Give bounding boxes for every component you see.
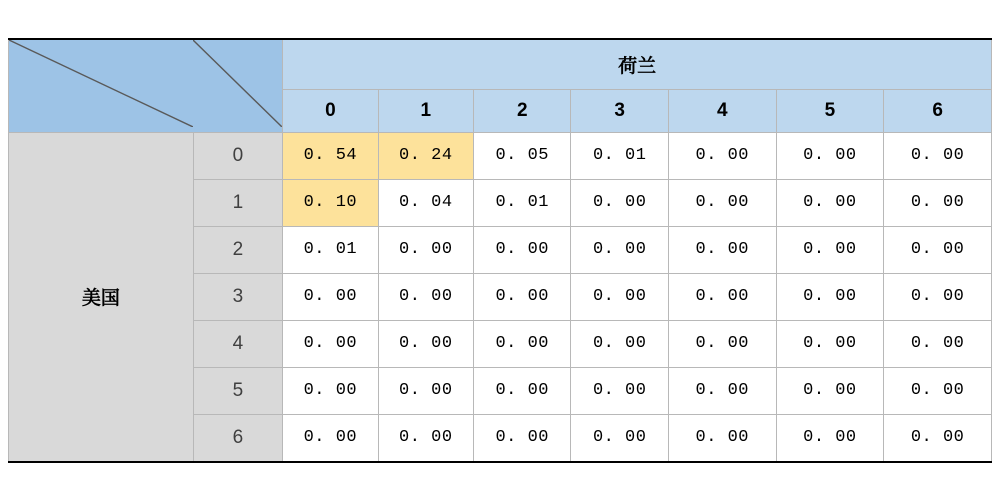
cell-r5-c0: 0. 00 bbox=[283, 367, 378, 414]
column-header-3: 3 bbox=[571, 89, 668, 132]
cell-r3-c4: 0. 00 bbox=[668, 273, 776, 320]
cell-r5-c6: 0. 00 bbox=[884, 367, 992, 414]
cell-r0-c5: 0. 00 bbox=[776, 132, 884, 179]
cell-r4-c2: 0. 00 bbox=[474, 320, 571, 367]
cell-r3-c1: 0. 00 bbox=[378, 273, 473, 320]
row-header-0: 0 bbox=[193, 132, 282, 179]
cell-r5-c3: 0. 00 bbox=[571, 367, 668, 414]
cell-r5-c1: 0. 00 bbox=[378, 367, 473, 414]
cell-r0-c3: 0. 01 bbox=[571, 132, 668, 179]
cell-r5-c5: 0. 00 bbox=[776, 367, 884, 414]
column-header-2: 2 bbox=[474, 89, 571, 132]
cell-r4-c0: 0. 00 bbox=[283, 320, 378, 367]
cell-r2-c0: 0. 01 bbox=[283, 226, 378, 273]
row-header-4: 4 bbox=[193, 320, 282, 367]
cell-r6-c4: 0. 00 bbox=[668, 414, 776, 462]
cell-r0-c6: 0. 00 bbox=[884, 132, 992, 179]
cell-r4-c5: 0. 00 bbox=[776, 320, 884, 367]
table-row bbox=[9, 132, 992, 179]
column-header-5: 5 bbox=[776, 89, 884, 132]
row-header-5: 5 bbox=[193, 367, 282, 414]
cell-r6-c2: 0. 00 bbox=[474, 414, 571, 462]
row-header-6: 6 bbox=[193, 414, 282, 462]
cell-r1-c6: 0. 00 bbox=[884, 179, 992, 226]
table-header-row-group bbox=[9, 39, 992, 89]
row-group-label: 美国 bbox=[9, 132, 194, 462]
cell-r6-c6: 0. 00 bbox=[884, 414, 992, 462]
corner-diagonal-cell bbox=[9, 39, 194, 132]
column-header-6: 6 bbox=[884, 89, 992, 132]
cell-r2-c5: 0. 00 bbox=[776, 226, 884, 273]
cell-r1-c0: 0. 10 bbox=[283, 179, 378, 226]
cell-r4-c4: 0. 00 bbox=[668, 320, 776, 367]
column-group-label: 荷兰 bbox=[283, 39, 992, 89]
cell-r3-c6: 0. 00 bbox=[884, 273, 992, 320]
cell-r2-c3: 0. 00 bbox=[571, 226, 668, 273]
cell-r4-c6: 0. 00 bbox=[884, 320, 992, 367]
row-header-1: 1 bbox=[193, 179, 282, 226]
column-header-0: 0 bbox=[283, 89, 378, 132]
cell-r1-c1: 0. 04 bbox=[378, 179, 473, 226]
cell-r6-c0: 0. 00 bbox=[283, 414, 378, 462]
cell-r2-c4: 0. 00 bbox=[668, 226, 776, 273]
cell-r6-c5: 0. 00 bbox=[776, 414, 884, 462]
cell-r4-c3: 0. 00 bbox=[571, 320, 668, 367]
cell-r6-c3: 0. 00 bbox=[571, 414, 668, 462]
diagonal-line-continuation-icon bbox=[193, 40, 282, 127]
cell-r0-c2: 0. 05 bbox=[474, 132, 571, 179]
cell-r1-c4: 0. 00 bbox=[668, 179, 776, 226]
cell-r0-c0: 0. 54 bbox=[283, 132, 378, 179]
cell-r3-c0: 0. 00 bbox=[283, 273, 378, 320]
cell-r2-c1: 0. 00 bbox=[378, 226, 473, 273]
joint-probability-table-container bbox=[8, 38, 992, 463]
cell-r2-c2: 0. 00 bbox=[474, 226, 571, 273]
cell-r2-c6: 0. 00 bbox=[884, 226, 992, 273]
column-header-4: 4 bbox=[668, 89, 776, 132]
cell-r1-c2: 0. 01 bbox=[474, 179, 571, 226]
cell-r5-c2: 0. 00 bbox=[474, 367, 571, 414]
cell-r3-c5: 0. 00 bbox=[776, 273, 884, 320]
corner-diagonal-cell-extension bbox=[193, 39, 282, 132]
cell-r1-c3: 0. 00 bbox=[571, 179, 668, 226]
column-header-1: 1 bbox=[378, 89, 473, 132]
row-header-2: 2 bbox=[193, 226, 282, 273]
joint-probability-table bbox=[8, 38, 992, 463]
diagonal-line-icon bbox=[9, 40, 193, 127]
cell-r5-c4: 0. 00 bbox=[668, 367, 776, 414]
cell-r0-c1: 0. 24 bbox=[378, 132, 473, 179]
row-header-3: 3 bbox=[193, 273, 282, 320]
cell-r1-c5: 0. 00 bbox=[776, 179, 884, 226]
cell-r0-c4: 0. 00 bbox=[668, 132, 776, 179]
cell-r6-c1: 0. 00 bbox=[378, 414, 473, 462]
cell-r4-c1: 0. 00 bbox=[378, 320, 473, 367]
cell-r3-c2: 0. 00 bbox=[474, 273, 571, 320]
cell-r3-c3: 0. 00 bbox=[571, 273, 668, 320]
